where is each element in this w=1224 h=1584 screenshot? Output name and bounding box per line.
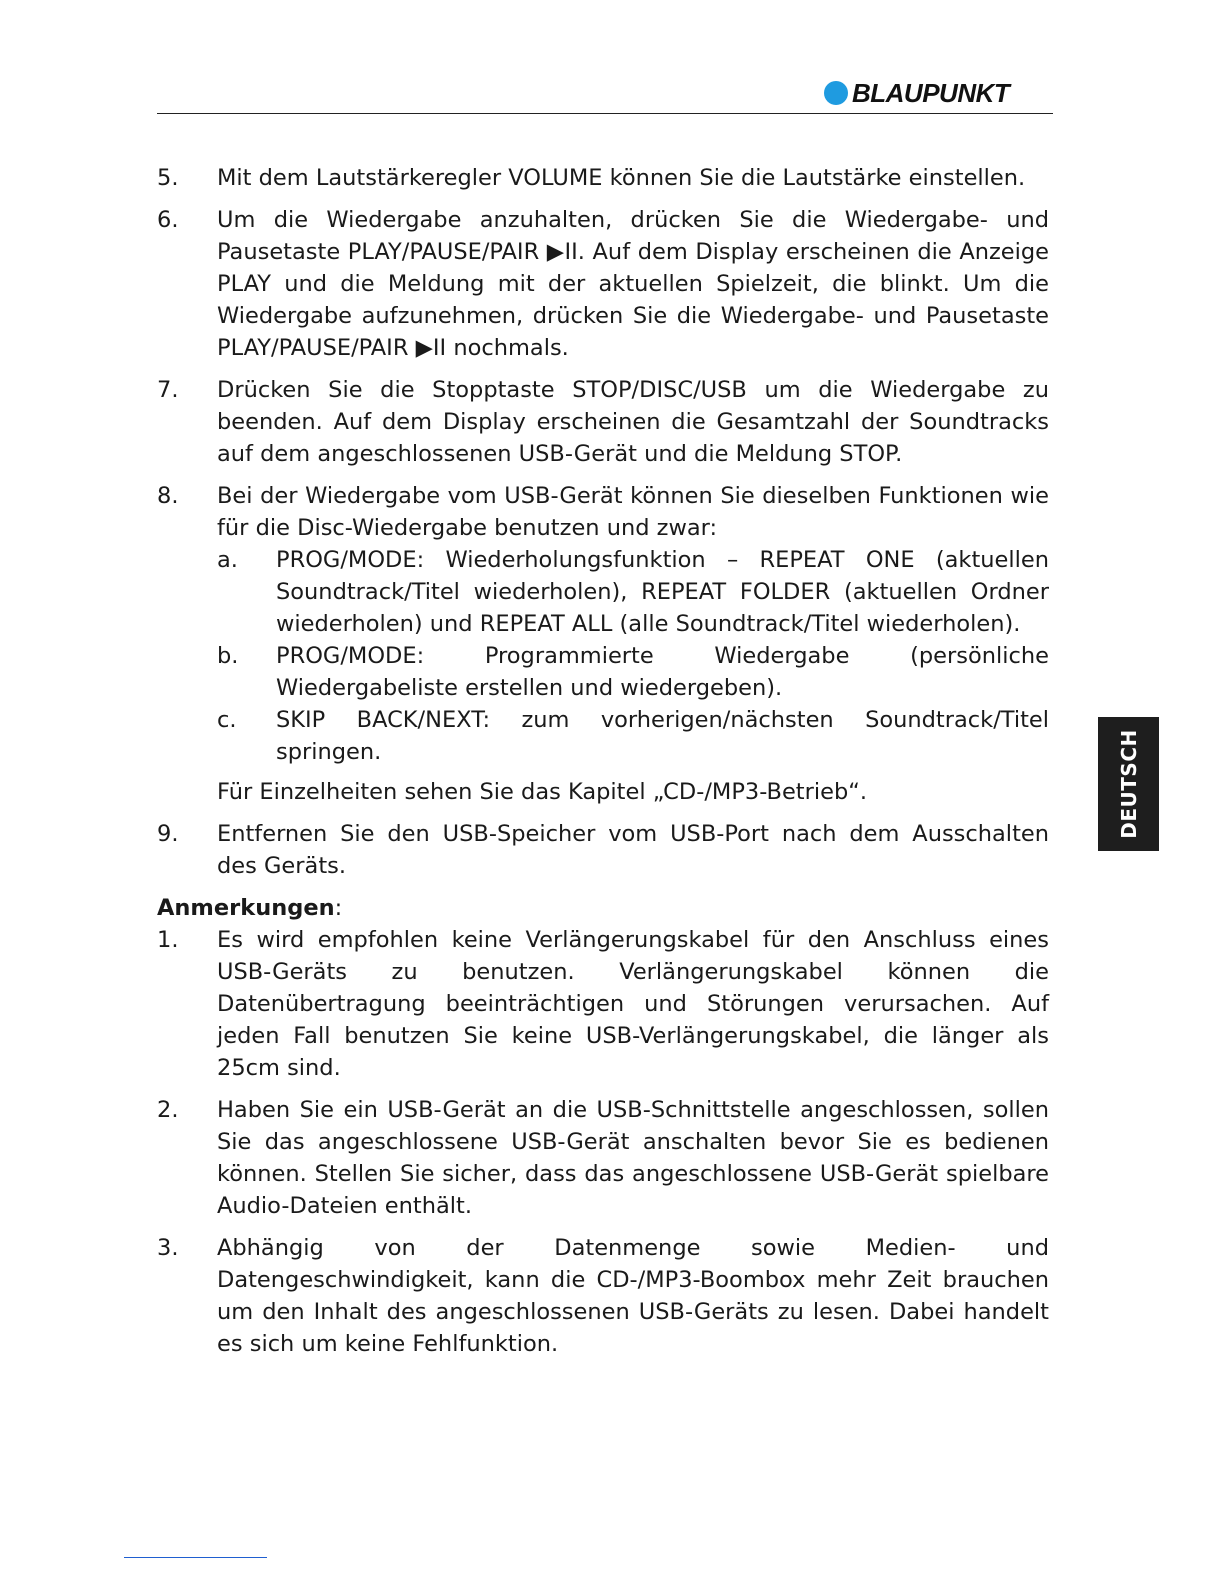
note-text: Haben Sie ein USB-Gerät an die USB-Schnittstelle angeschlossen, sollen Sie das angeschlossene USB-Gerät anschalten bevor Sie es bedienen können. Stellen Sie sicher, dass das angeschlossene USB-Gerät spielbare Audio-Dateien enthält.	[217, 1097, 1049, 1219]
item-number: 5.	[157, 165, 179, 191]
note-number: 2.	[157, 1097, 179, 1123]
sub-item-text: PROG/MODE: Wiederholungsfunktion – REPEAT ONE (aktuellen Soundtrack/Titel wiederholen), REPEAT FOLDER (aktuellen Ordner wiederholen) und REPEAT ALL (alle Soundtrack/Titel wiederholen).	[276, 547, 1049, 637]
item-number: 8.	[157, 483, 179, 509]
brand-logo	[824, 78, 1009, 108]
sub-item-text: SKIP BACK/NEXT: zum vorherigen/nächsten Soundtrack/Titel springen.	[276, 707, 1049, 765]
item-text: Entfernen Sie den USB-Speicher vom USB-Port nach dem Ausschalten des Geräts.	[217, 821, 1049, 879]
sub-list-item	[217, 640, 1049, 704]
item-number: 6.	[157, 207, 179, 233]
language-tab	[1098, 717, 1159, 851]
footer-link-underline	[124, 1557, 267, 1558]
item-number: 7.	[157, 377, 179, 403]
list-item	[157, 818, 1049, 882]
item-number: 9.	[157, 821, 179, 847]
item-text: Bei der Wiedergabe vom USB-Gerät können Sie dieselben Funktionen wie für die Disc-Wiedergabe benutzen und zwar:	[217, 483, 1049, 541]
note-item	[157, 1094, 1049, 1222]
sub-item-letter: a.	[217, 547, 238, 573]
language-tab-label: DEUTSCH	[1116, 729, 1141, 839]
notes-heading	[157, 892, 1049, 924]
list-item	[157, 162, 1049, 194]
note-number: 3.	[157, 1235, 179, 1261]
item-text: Drücken Sie die Stopptaste STOP/DISC/USB um die Wiedergabe zu beenden. Auf dem Display erscheinen die Gesamtzahl der Soundtracks auf dem angeschlossenen USB-Gerät und die Meldung STOP.	[217, 377, 1049, 467]
note-item	[157, 1232, 1049, 1360]
chapter-reference: Für Einzelheiten sehen Sie das Kapitel „CD-/MP3-Betrieb“.	[217, 779, 868, 805]
item-8-body	[217, 480, 1049, 808]
sub-item-text: PROG/MODE: Programmierte Wiedergabe (persönliche Wiedergabeliste erstellen und wiedergeben).	[276, 643, 1049, 701]
sub-list-item	[217, 704, 1049, 768]
header-divider	[157, 113, 1053, 114]
sub-item-letter: b.	[217, 643, 239, 669]
sub-list-item	[217, 544, 1049, 640]
sub-item-letter: c.	[217, 707, 237, 733]
list-item	[157, 480, 1049, 808]
brand-name: BLAUPUNKT	[852, 77, 1010, 108]
notes-heading-text: Anmerkungen	[157, 895, 335, 921]
note-number: 1.	[157, 927, 179, 953]
note-text: Es wird empfohlen keine Verlängerungskabel für den Anschluss eines USB-Geräts zu benutzen. Verlängerungskabel können die Datenübertragung beeinträchtigen und Störungen verursachen. Auf jeden Fall benutzen Sie keine USB-Verlängerungskabel, die länger als 25cm sind.	[217, 927, 1049, 1081]
logo-dot-icon	[824, 81, 848, 105]
item-text: Mit dem Lautstärkeregler VOLUME können Sie die Lautstärke einstellen.	[217, 165, 1026, 191]
list-item	[157, 204, 1049, 364]
note-text: Abhängig von der Datenmenge sowie Medien- und Datengeschwindigkeit, kann die CD-/MP3-Boombox mehr Zeit brauchen um den Inhalt des angeschlossenen USB-Geräts zu lesen. Dabei handelt es sich um keine Fehlfunktion.	[217, 1235, 1049, 1357]
notes-heading-colon: :	[334, 895, 343, 921]
item-text: Um die Wiedergabe anzuhalten, drücken Sie die Wiedergabe- und Pausetaste PLAY/PAUSE/PAIR ▶︎II. Auf dem Display erscheinen die Anzeige PLAY und die Meldung mit der aktuellen Spielzeit, die blinkt. Um die Wiedergabe aufzunehmen, drücken Sie die Wiedergabe- und Pausetaste PLAY/PAUSE/PAIR ▶︎II nochmals.	[217, 207, 1049, 361]
list-item	[157, 374, 1049, 470]
note-item	[157, 924, 1049, 1084]
page-content	[157, 162, 1049, 1370]
